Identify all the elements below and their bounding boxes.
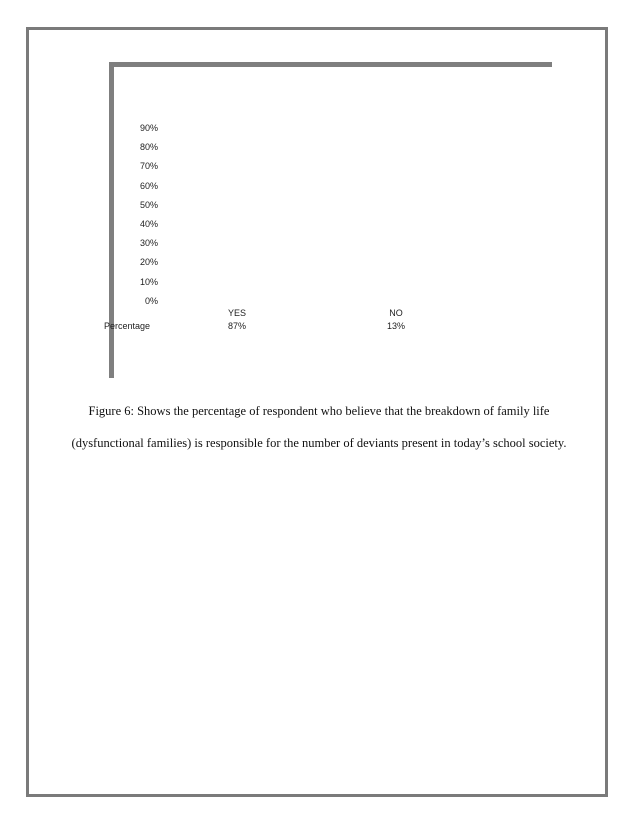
value-cell: 13% [386, 321, 405, 331]
y-tick-label: 10% [139, 276, 158, 287]
y-tick-label: 60% [139, 180, 158, 191]
figure-caption: Figure 6: Shows the percentage of respondent who believe that the breakdown of family life (dysfunctional families) is responsible for the number of deviants present in today’s school society. [71, 404, 567, 450]
y-tick-label: 20% [139, 257, 158, 268]
category-label: NO [389, 308, 403, 318]
y-tick-label: 80% [139, 142, 158, 153]
y-tick-label: 40% [139, 219, 158, 229]
y-tick-label: 70% [139, 161, 158, 172]
y-tick-label: 30% [139, 238, 158, 249]
category-label: YES [227, 308, 246, 318]
y-tick-label: 90% [139, 123, 158, 133]
chart-frame-top [109, 62, 552, 67]
value-cell: 87% [227, 321, 246, 331]
y-tick-label: 0% [144, 295, 158, 306]
y-tick-label: 50% [139, 199, 158, 210]
row-header: Percentage [104, 321, 151, 331]
